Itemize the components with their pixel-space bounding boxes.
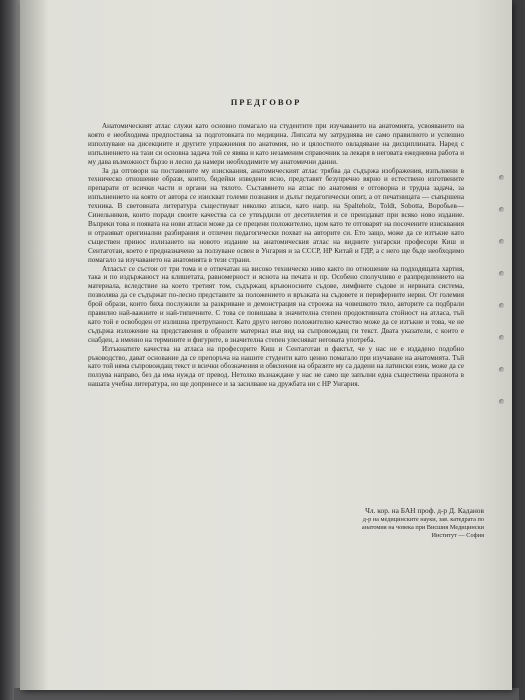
- page-title: ПРЕДГОВОР: [230, 97, 302, 107]
- binding-hole: [499, 303, 504, 308]
- binding-hole: [499, 207, 504, 212]
- binding-holes: [499, 175, 504, 431]
- binding-hole: [499, 399, 504, 404]
- book-page: [20, 0, 512, 690]
- binding-hole: [499, 335, 504, 340]
- paragraph: Анатомическият атлас служи като основно помагало на студентите при изучаването на анатомията, усвояването на която е необходима предпоставка за подготовката по медицина. Липсата му затруднява не само правилното и успешно използуване на дисекциите и другите упражнения по анатомия, но и цялостното овладяване на дисциплината. Наред с изпълнението на тази си основна задача той се явява и като незаменим справочник за лекаря в неговата ежедневна работа и му дава възможност бързо и лесно да намери необходимите му анатомични данни.: [88, 122, 464, 166]
- signature-affiliation: анатомия на човека при Висшия Медицински: [361, 524, 484, 531]
- signature-name: Чл. кор. на БАН проф. д-р Д. Каданов: [365, 506, 484, 515]
- binding-hole: [499, 271, 504, 276]
- binding-hole: [499, 367, 504, 372]
- binding-hole: [499, 175, 504, 180]
- signature-block: [20, 506, 500, 540]
- foreword-body: [88, 122, 464, 389]
- paragraph: За да отговори на поставените му изисквания, анатомическият атлас трябва да съдържа изображения, изпълнени в техническо отношение образи, които, бидейки изведени ясно, представят безупречно вярно и естествено изготвените препарати от всички части и органи на тялото. Съставянето на атлас по анатомия е отговорна и трудна задача, за изпълнението на която от автора се изискват големи познания и дълъг педагогически опит, а от печатницата — съвършена техника. В световната литература съществуват няколко атласи, като напр. на Spalteholz, Toldt, Sobotta, Воробьев—Синельников, които поради своите качества са се утвърдили от десетилетия и се преиздават при всяко ново издание. Въпреки това и появата на нови атласи може да се прецени положително, щом като те отговарят на посочените изисквания и отразяват оригинални разбирания и отличен педагогически похват на авторите си. Ето защо, може да се изтъкне като съществен принос излизането на новото издание на анатомическия атлас на видните унгарски професори Киш и Сентаготаи, което е предназначено за ползуване освен в Унгария и за СССР, НР Китай и ГДР, а с него ще бъде необходимо помагало за изучаването на анатомията в тези страни.: [88, 166, 464, 264]
- signature-affiliation: д-р на медицинските науки, зав. катедрата по: [362, 516, 484, 523]
- paragraph: Изтъкнатите качества на атласа на професорите Киш и Сентаготаи и фактът, че у нас не е издадено подобно ръководство, дават основание да се препоръча на нашите студенти като ценно помагало при изучаване на анатомията. Тъй като той няма съпровождащ текст и всички обозначения и обяснения на образите му са дадени на латински език, може да се ползува направо, без да има нужда от превод. Нетолко възнаждане у нас не само ще запълни една съществена празнота в нашата учебна литература, но ще допринесе и за засилване на дружбата ни с НР Унгария.: [88, 344, 464, 389]
- signature-affiliation: Институт — София: [431, 532, 484, 539]
- binding-hole: [499, 239, 504, 244]
- book-cover-edge: [0, 0, 20, 700]
- paragraph: Атласът се състои от три тома и е отпечатан на високо техническо ниво както по отношение на подходящата хартия, така и по издържаност на клишетата, равномерност и яснота на печата и пр. Особено сполучливо е разпределението на материала, вследствие на което третият том, съдържащ кръвоносните съдове, лимфните съдове и нервната система, позволява да се съдържат по-лесно представите за положението и връзката на съдовете и периферните нерви. От големия брой образи, които биха послужили за разкриване и демонстрация на строежа на човешкото тяло, авторите са подбрали правилно най-важните и най-типичните. С това се повишава в значителна степен продоктивната стойност на атласа, тъй като той е освободен от излишна претрупаност. Като друго негово положително качество може да се изтъкне и това, че не съдържа изложение на представения в образите материал във вид на съпровождащ ги текст. Двата указатели, с които е снабден, а именно на термините и фигурите, в значителна степен улесняват неговата употреба.: [88, 264, 464, 344]
